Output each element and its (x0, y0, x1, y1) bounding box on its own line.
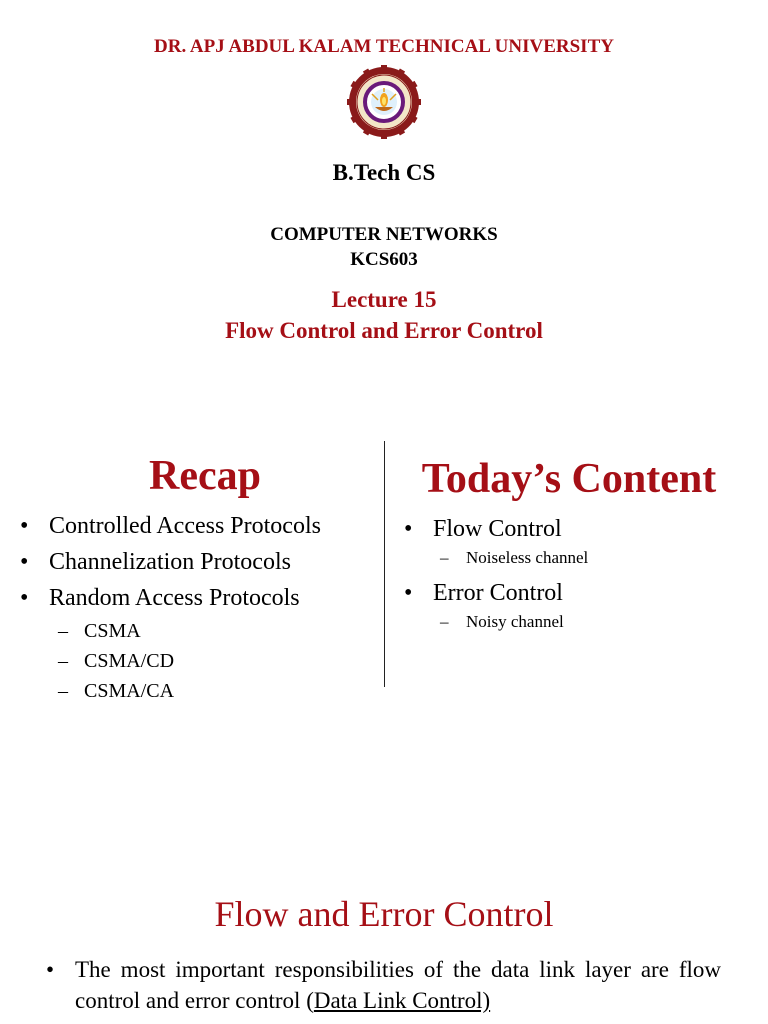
sub-list-item (390, 611, 768, 633)
recap-column (0, 448, 384, 706)
sub-list-item-label: CSMA (84, 620, 141, 642)
sub-list-item (390, 547, 768, 569)
sub-list-item (0, 646, 384, 676)
bullet-icon: • (20, 585, 29, 611)
section-paragraph (75, 954, 721, 1016)
todays-content-title: Today’s Content (421, 456, 717, 502)
recap-sub-list (0, 616, 384, 706)
program-title: B.Tech CS (332, 160, 436, 185)
dash-icon: – (440, 612, 449, 631)
course-name: COMPUTER NETWORKS (270, 224, 498, 245)
todays-content-column (390, 448, 768, 639)
sub-list-item-label: Noisy channel (466, 612, 564, 631)
todays-content-list (390, 575, 768, 611)
list-item (0, 580, 384, 616)
list-item-label: Random Access Protocols (49, 585, 300, 611)
bullet-icon: • (46, 957, 55, 982)
list-item-label: Controlled Access Protocols (49, 513, 321, 539)
list-item-label: Flow Control (433, 516, 562, 542)
dash-icon: – (58, 680, 68, 702)
todays-content-sub-list (390, 547, 768, 569)
bullet-icon: • (20, 513, 29, 539)
course-code: KCS603 (350, 249, 418, 270)
university-name: DR. APJ ABDUL KALAM TECHNICAL UNIVERSITY (154, 36, 614, 57)
list-item (0, 544, 384, 580)
sub-list-item (0, 616, 384, 646)
sub-list-item-label: CSMA/CD (84, 650, 175, 672)
sub-list-item (0, 676, 384, 706)
lecture-number: Lecture 15 (331, 287, 437, 312)
list-item (390, 575, 768, 611)
bullet-icon: • (404, 516, 413, 542)
lecture-block (0, 284, 768, 346)
todays-content-sub-list (390, 611, 768, 633)
todays-content-list (390, 511, 768, 547)
list-item (0, 508, 384, 544)
course-block (0, 222, 768, 272)
university-seal-icon (346, 64, 422, 140)
list-item-label: Error Control (433, 580, 563, 606)
sub-list-item-label: CSMA/CA (84, 680, 175, 702)
dash-icon: – (58, 620, 68, 642)
list-item-label: Channelization Protocols (49, 549, 291, 575)
recap-title: Recap (149, 453, 261, 499)
dash-icon: – (440, 548, 449, 567)
paragraph-text: The most important responsibilities of the data link layer are flow control and error control ( (75, 957, 721, 1013)
dash-icon: – (58, 650, 68, 672)
recap-list (0, 508, 384, 616)
list-item (390, 511, 768, 547)
lecture-topic: Flow Control and Error Control (225, 318, 543, 343)
sub-list-item-label: Noiseless channel (466, 548, 589, 567)
data-link-control-link: Data Link Control) (313, 988, 491, 1013)
bullet-icon: • (404, 580, 413, 606)
section-title: Flow and Error Control (214, 894, 554, 934)
bullet-icon: • (20, 549, 29, 575)
